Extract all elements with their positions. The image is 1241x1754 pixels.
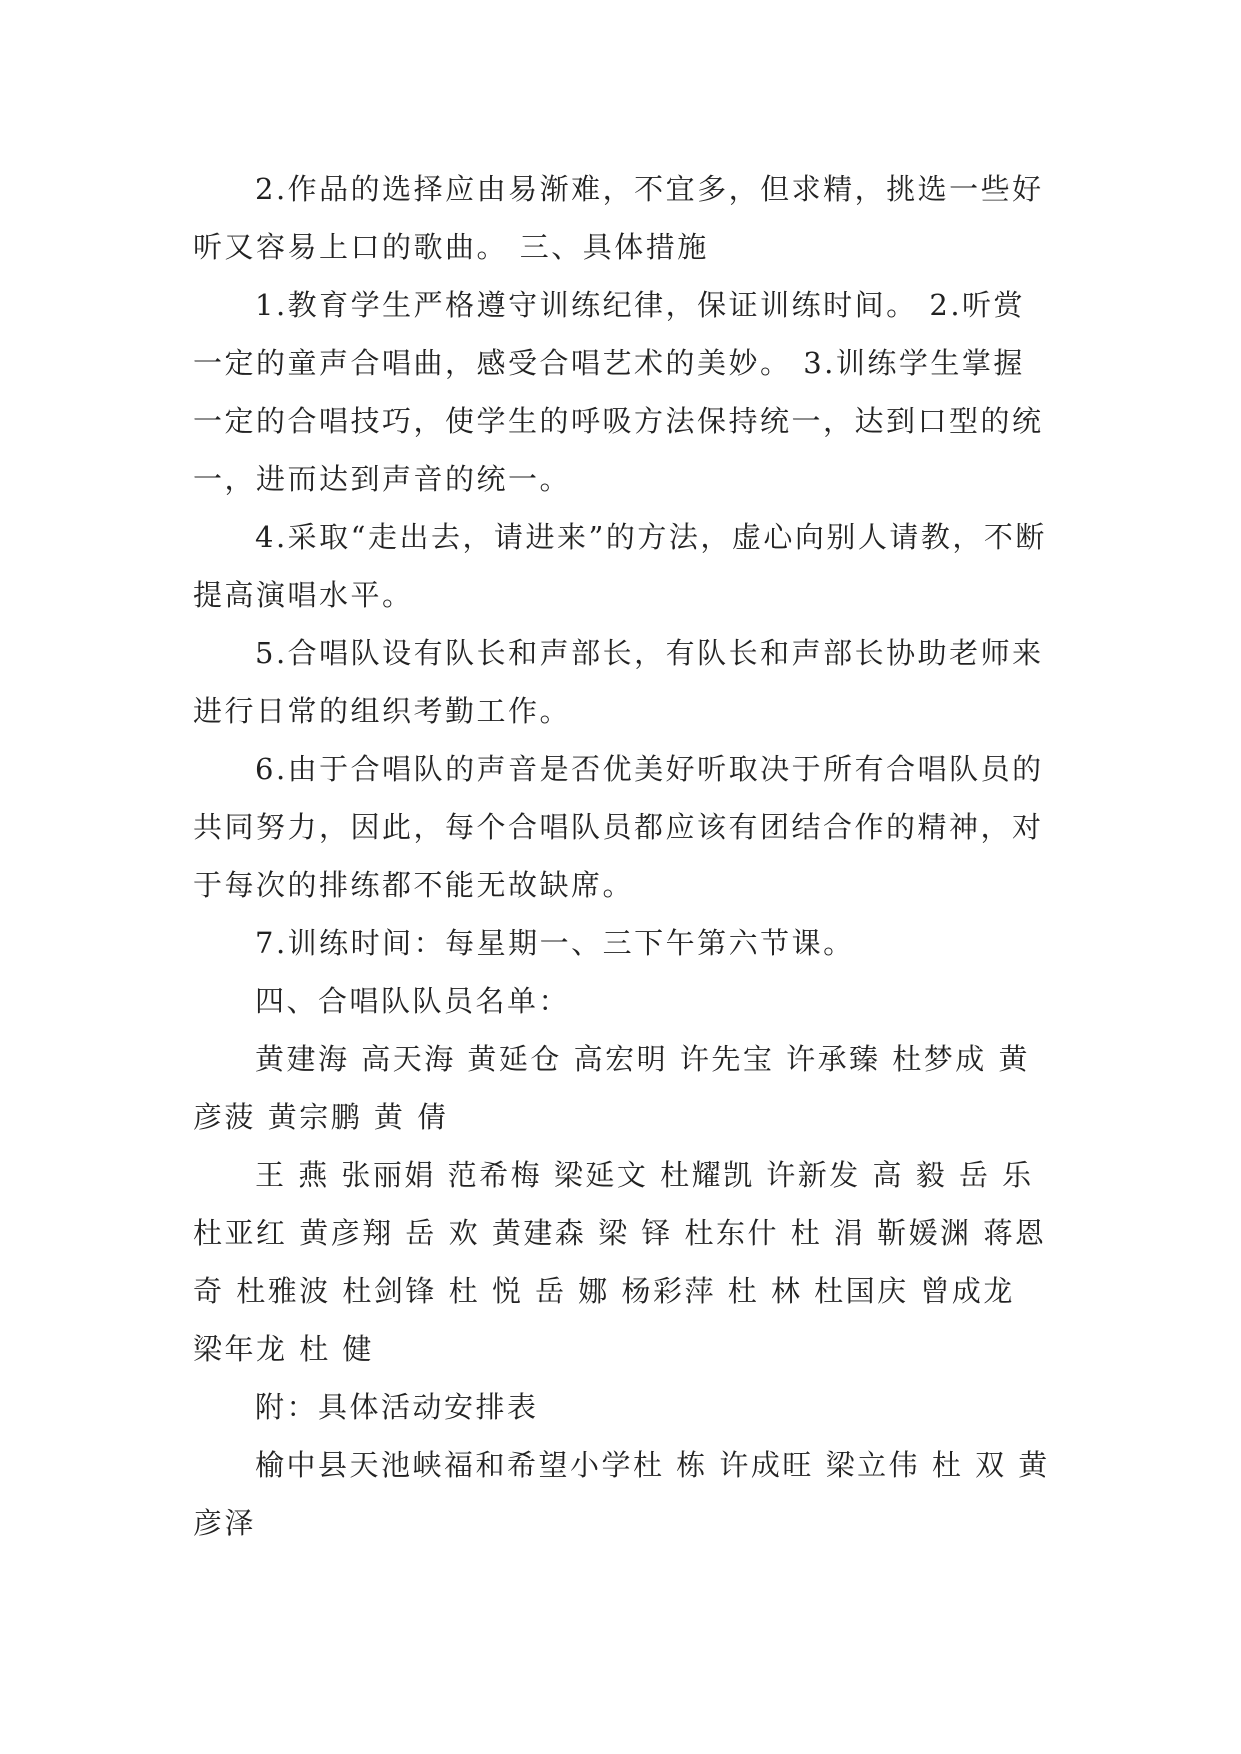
document-body	[193, 160, 1053, 1552]
section-heading-member-list: 四、合唱队队员名单：	[255, 984, 571, 1018]
paragraph-training-time: 7.训练时间：每星期一、三下午第六节课。	[255, 926, 855, 960]
paragraph-song-selection: 2.作品的选择应由易渐难，不宜多，但求精，挑选一些好听又容易上口的歌曲。 三、具体措施	[193, 172, 1044, 264]
paragraph-measures-1-3: 1.教育学生严格遵守训练纪律，保证训练时间。 2.听赏一定的童声合唱曲，感受合唱艺术的美妙。 3.训练学生掌握一定的合唱技巧，使学生的呼吸方法保持统一，达到口型的统一，进而达到声音的统一。	[193, 288, 1044, 496]
appendix-label: 附：具体活动安排表	[255, 1390, 539, 1424]
paragraph-measure-4: 4.采取“走出去，请进来”的方法，虚心向别人请教，不断提高演唱水平。	[193, 520, 1047, 612]
paragraph-measure-6: 6.由于合唱队的声音是否优美好听取决于所有合唱队员的共同努力，因此，每个合唱队员都应该有团结合作的精神，对于每次的排练都不能无故缺席。	[193, 752, 1044, 902]
school-and-names: 榆中县天池峡福和希望小学杜 栋 许成旺 梁立伟 杜 双 黄彦泽	[193, 1448, 1050, 1540]
member-list-group-1: 黄建海 高天海 黄延仓 高宏明 许先宝 许承臻 杜梦成 黄彦菠 黄宗鹏 黄 倩	[193, 1042, 1031, 1134]
paragraph-measure-5: 5.合唱队设有队长和声部长，有队长和声部长协助老师来进行日常的组织考勤工作。	[193, 636, 1044, 728]
member-list-group-2: 王 燕 张丽娟 范希梅 梁延文 杜耀凯 许新发 高 毅 岳 乐 杜亚红 黄彦翔 岳 欢 黄建森 梁 铎 杜东什 杜 涓 靳媛渊 蒋恩奇 杜雅波 杜剑锋 杜 悦 岳 娜 杨彩萍 杜 林 杜国庆 曾成龙 梁年龙 杜 健	[193, 1158, 1047, 1366]
